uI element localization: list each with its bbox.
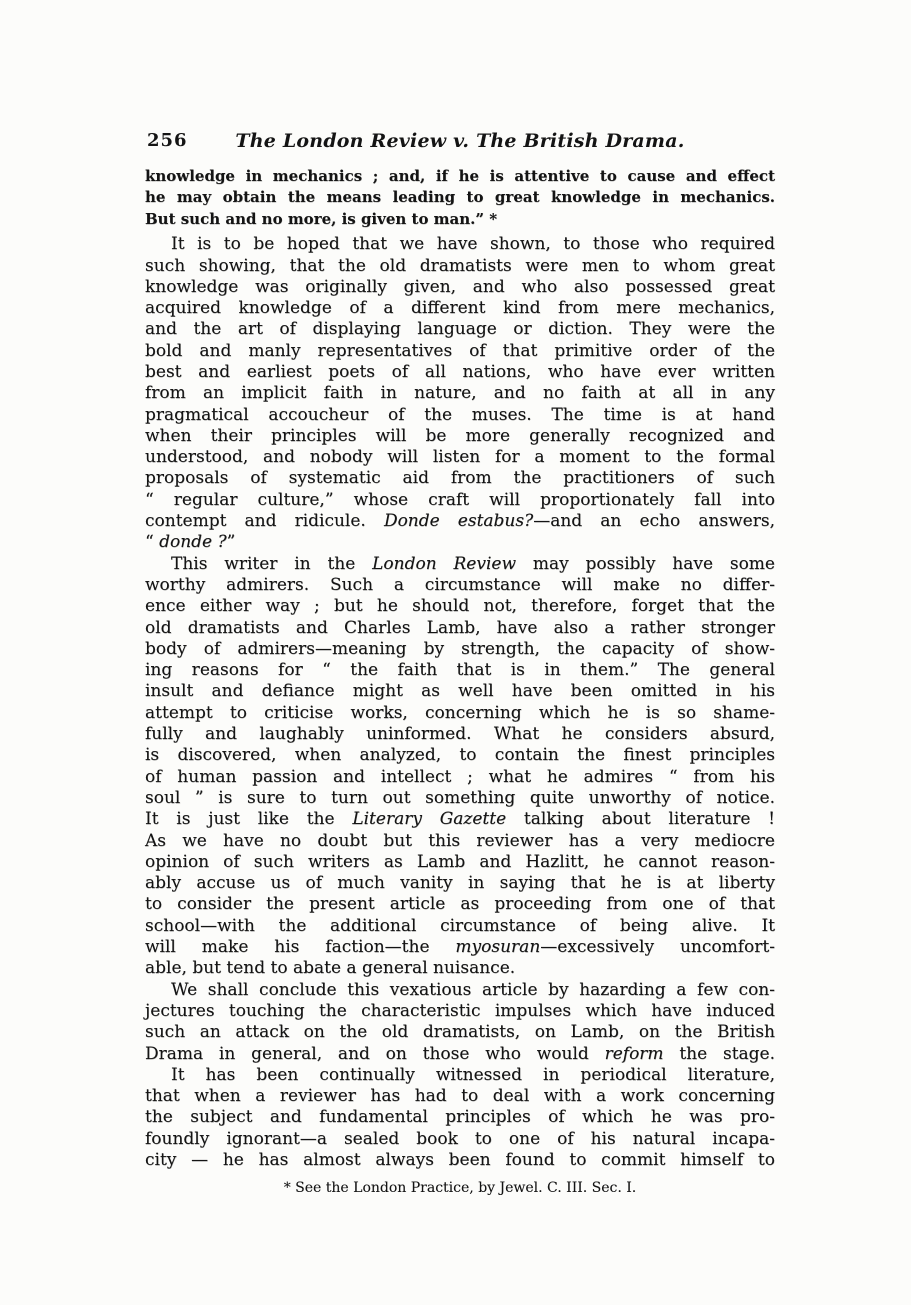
- text-line: [145, 937, 775, 958]
- text-segment: proposals of systematic aid from the practitioners of such: [145, 468, 775, 489]
- text-line: [145, 660, 775, 681]
- body-paragraph: [145, 234, 775, 553]
- text-column: [145, 130, 775, 1196]
- text-segment: able, but tend to abate a general nuisance.: [145, 958, 516, 979]
- text-segment: This writer in the: [171, 553, 373, 574]
- text-segment: school—with the additional circumstance of being alive. It: [145, 915, 775, 936]
- page-header: [145, 130, 775, 154]
- body-paragraph: [145, 980, 775, 1065]
- text-segment: ”: [226, 532, 236, 553]
- text-segment: worthy admirers. Such a circumstance will make no differ-: [145, 574, 775, 595]
- text-line: [145, 187, 775, 208]
- text-line: [145, 1044, 775, 1065]
- text-line: [145, 166, 775, 187]
- text-segment: he may obtain the means leading to great knowledge in mechanics.: [145, 188, 775, 207]
- text-segment: may possibly have some: [516, 553, 775, 574]
- text-line: [145, 916, 775, 937]
- text-line: [145, 447, 775, 468]
- text-line: [145, 234, 775, 255]
- italic-text: London Review: [372, 553, 517, 574]
- text-line: [145, 703, 775, 724]
- running-head: The London Review v. The British Drama.: [235, 130, 685, 152]
- footnote: * See the London Practice, by Jewel. C. III. Sec. I.: [283, 1180, 637, 1197]
- text-segment: body of admirers—meaning by strength, the capacity of show-: [145, 638, 775, 659]
- text-line: [145, 873, 775, 894]
- text-line: [145, 362, 775, 383]
- text-segment: “ regular culture,” whose craft will proportionately fall into: [145, 489, 775, 510]
- italic-text: myosuran: [455, 937, 541, 958]
- text-segment: —and an echo answers,: [533, 511, 775, 532]
- quote-block: [145, 166, 775, 230]
- text-segment: bold and manly representatives of that primitive order of the: [145, 340, 775, 361]
- text-segment: city — he has almost always been found to commit himself to: [145, 1149, 775, 1170]
- italic-text: Literary Gazette: [352, 809, 507, 830]
- text-line: [145, 277, 775, 298]
- text-segment: —excessively uncomfort-: [540, 937, 775, 958]
- text-segment: ing reasons for “ the faith that is in them.” The general: [145, 660, 775, 681]
- italic-text: Donde estabus?: [383, 511, 534, 532]
- text-line: [145, 554, 775, 575]
- text-segment: attempt to criticise works, concerning which he is so shame-: [145, 702, 775, 723]
- body-paragraph: [145, 1065, 775, 1171]
- text-segment: jectures touching the characteristic impulses which have induced: [145, 1000, 775, 1021]
- text-segment: It has been continually witnessed in periodical literature,: [171, 1064, 775, 1085]
- text-line: [145, 490, 775, 511]
- text-segment: and the art of displaying language or diction. They were the: [145, 319, 775, 340]
- text-segment: from an implicit faith in nature, and no faith at all in any: [145, 383, 775, 404]
- text-line: [145, 383, 775, 404]
- text-segment: insult and defiance might as well have been omitted in his: [145, 681, 775, 702]
- text-segment: knowledge in mechanics ; and, if he is attentive to cause and effect: [145, 167, 775, 185]
- text-segment: It is just like the: [145, 809, 353, 830]
- text-segment: ence either way ; but he should not, therefore, forget that the: [145, 596, 775, 617]
- text-segment: such an attack on the old dramatists, on Lamb, on the British: [145, 1022, 775, 1043]
- text-line: [145, 958, 775, 979]
- text-segment: knowledge was originally given, and who also possessed great: [145, 276, 775, 297]
- text-segment: “: [145, 532, 160, 553]
- text-line: [145, 575, 775, 596]
- text-segment: the stage.: [663, 1043, 776, 1064]
- text-segment: Drama in general, and on those who would: [145, 1043, 605, 1064]
- text-segment: acquired knowledge of a different kind from mere mechanics,: [145, 298, 775, 319]
- text-segment: understood, and nobody will listen for a moment to the formal: [145, 447, 775, 468]
- text-line: [145, 681, 775, 702]
- text-line: [145, 894, 775, 915]
- text-line: [145, 745, 775, 766]
- text-line: [145, 852, 775, 873]
- text-line: [145, 1129, 775, 1150]
- text-line: [145, 426, 775, 447]
- text-segment: when their principles will be more generally recognized and: [145, 425, 775, 446]
- text-segment: such showing, that the old dramatists were men to whom great: [145, 255, 775, 276]
- text-line: [145, 405, 775, 426]
- text-line: [145, 341, 775, 362]
- italic-text: donde ?: [159, 532, 227, 553]
- text-line: [145, 596, 775, 617]
- text-line: [145, 298, 775, 319]
- text-line: [145, 809, 775, 830]
- text-line: [145, 256, 775, 277]
- text-line: [145, 831, 775, 852]
- text-line: [145, 767, 775, 788]
- text-segment: As we have no doubt but this reviewer has a very mediocre: [145, 830, 775, 851]
- text-segment: the subject and fundamental principles of which he was pro-: [145, 1107, 775, 1128]
- text-segment: of human passion and intellect ; what he admires “ from his: [145, 766, 775, 787]
- text-segment: is discovered, when analyzed, to contain the finest principles: [145, 745, 775, 766]
- text-line: [145, 1001, 775, 1022]
- text-line: [145, 468, 775, 489]
- text-segment: contempt and ridicule.: [145, 511, 384, 532]
- text-segment: pragmatical accoucheur of the muses. The time is at hand: [145, 404, 775, 425]
- text-segment: But such and no more, is given to man.” *: [145, 209, 498, 228]
- body-text: [145, 166, 775, 1171]
- text-segment: opinion of such writers as Lamb and Hazlitt, he cannot reason-: [145, 851, 775, 872]
- text-segment: will make his faction—the: [145, 937, 456, 958]
- text-line: [145, 511, 775, 532]
- text-line: [145, 618, 775, 639]
- text-line: [145, 639, 775, 660]
- text-segment: talking about literature !: [506, 809, 775, 830]
- text-segment: best and earliest poets of all nations, who have ever written: [145, 362, 775, 382]
- text-segment: We shall conclude this vexatious article by hazarding a few con-: [171, 979, 775, 1000]
- text-segment: soul ” is sure to turn out something quite unworthy of notice.: [145, 787, 775, 808]
- text-line: [145, 1086, 775, 1107]
- text-line: [145, 1022, 775, 1043]
- text-segment: It is to be hoped that we have shown, to those who required: [171, 234, 775, 255]
- text-line: [145, 319, 775, 340]
- text-line: [145, 788, 775, 809]
- text-segment: fully and laughably uninformed. What he considers absurd,: [145, 724, 775, 745]
- text-line: [145, 980, 775, 1001]
- body-paragraph: [145, 554, 775, 980]
- italic-text: reform: [604, 1043, 664, 1064]
- text-segment: to consider the present article as proceeding from one of that: [145, 894, 775, 915]
- text-line: [145, 1065, 775, 1086]
- page-number: 256: [147, 130, 188, 151]
- text-segment: that when a reviewer has had to deal with a work concerning: [145, 1086, 775, 1107]
- text-line: [145, 209, 775, 230]
- text-line: [145, 1107, 775, 1128]
- text-line: [145, 724, 775, 745]
- text-line: [145, 532, 775, 553]
- text-line: [145, 1150, 775, 1171]
- text-segment: ably accuse us of much vanity in saying that he is at liberty: [145, 873, 775, 894]
- text-segment: foundly ignorant—a sealed book to one of his natural incapa-: [145, 1128, 775, 1149]
- text-segment: old dramatists and Charles Lamb, have also a rather stronger: [145, 617, 775, 638]
